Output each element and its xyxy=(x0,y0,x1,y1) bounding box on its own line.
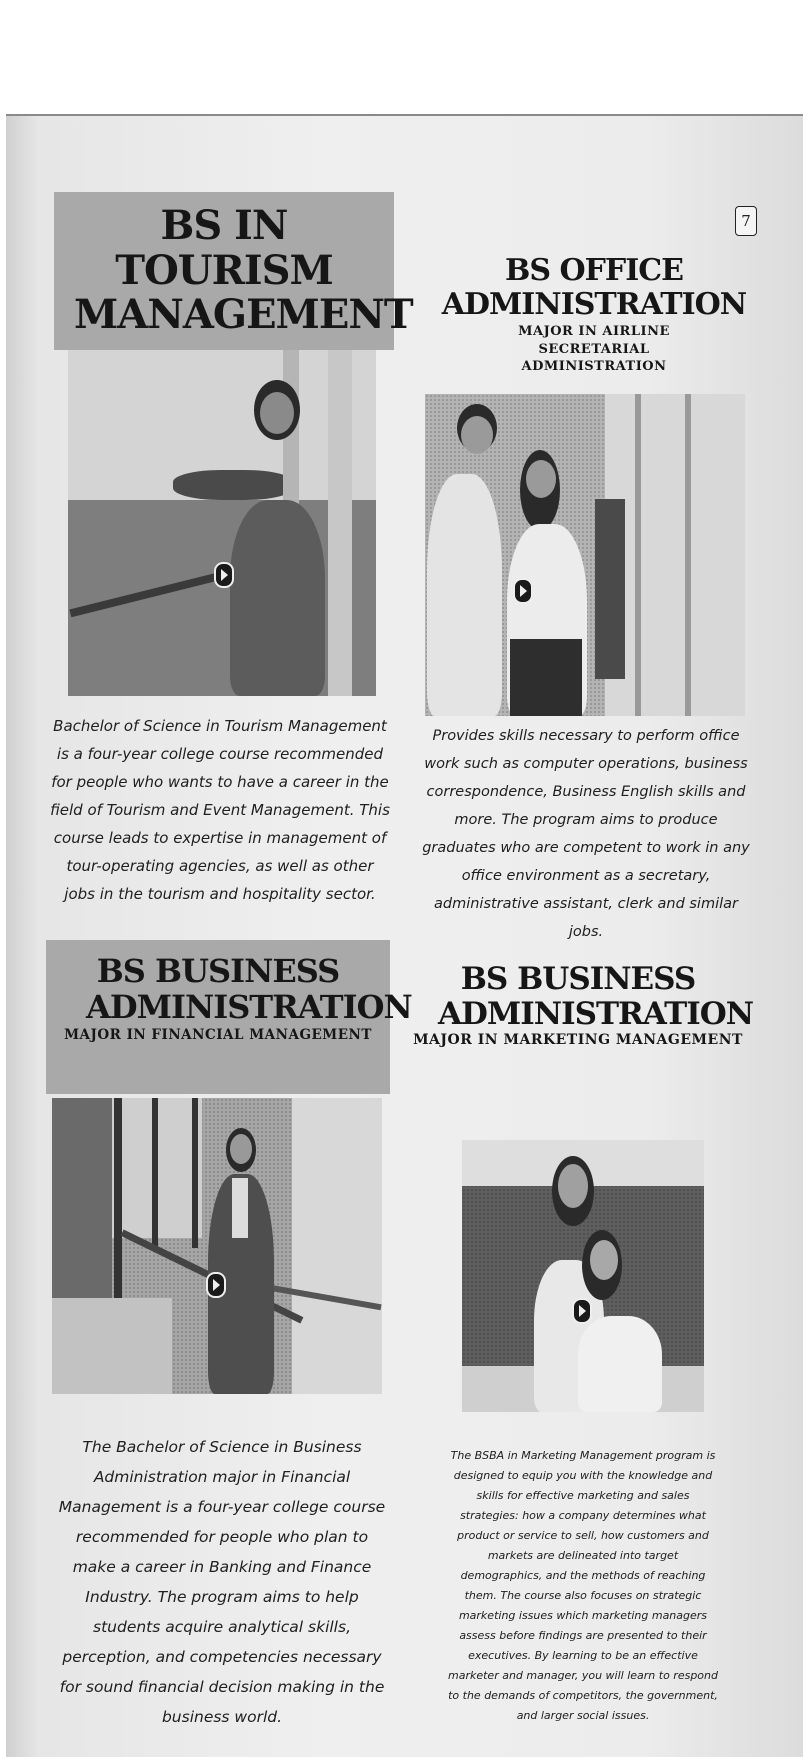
marketing-major: MAJOR IN MARKETING MANAGEMENT xyxy=(413,1032,743,1049)
tourism-title: BS IN TOURISM MANAGEMENT xyxy=(74,201,413,339)
office-admin-photo xyxy=(425,394,745,716)
financial-description: The Bachelor of Science in Business Administration major in Financial Management is a four-year college course recommended for people who plan to make a career in Banking and Finance Industry. The program aims to help students acquire analytical skills, perception, and competencies necessary for sound financial decision making in the business world. xyxy=(58,1438,386,1726)
financial-photo xyxy=(52,1098,382,1394)
financial-title: BS BUSINESS ADMINISTRATION xyxy=(86,952,412,1026)
office-admin-title-block xyxy=(420,254,768,376)
tourism-photo xyxy=(68,350,376,696)
marketing-description: The BSBA in Marketing Management program is designed to equip you with the knowledge and skills for effective marketing and sales strategies: how a company determines what product or service to sell, how customers and markets are delineated into target demographics, and the methods of reaching them. The course also focuses on strategic marketing issues which marketing managers assess before findings are presented to their executives. By learning to be an effective marketer and manager, you will learn to respond to the demands of competitors, the government, and larger social issues. xyxy=(448,1449,718,1722)
tourism-title-banner xyxy=(54,192,413,350)
page-number: 7 xyxy=(735,206,757,236)
tourism-video-play-icon[interactable] xyxy=(214,562,234,588)
tourism-description: Bachelor of Science in Tourism Management is a four-year college course recommended for people who wants to have a career in the field of Tourism and Event Management. This course leads to expertise in management of tour-operating agencies, as well as other jobs in the tourism and hospitality sector. xyxy=(50,717,390,903)
financial-major: MAJOR IN FINANCIAL MANAGEMENT xyxy=(64,1026,372,1043)
office-admin-video-play-icon[interactable] xyxy=(513,578,533,604)
marketing-title-block xyxy=(408,961,754,1050)
office-admin-major: MAJOR IN AIRLINE SECRETARIAL ADMINISTRATION xyxy=(518,324,670,375)
financial-video-play-icon[interactable] xyxy=(206,1272,226,1298)
office-admin-description: Provides skills necessary to perform office work such as computer operations, business correspondence, Business English skills and more. The program aims to produce graduates who are competent to work in any office environment as a secretary, administrative assistant, clerk and similar jobs. xyxy=(422,728,750,940)
marketing-title: BS BUSINESS ADMINISTRATION xyxy=(438,961,754,1032)
financial-title-banner xyxy=(46,940,412,1094)
marketing-photo xyxy=(462,1140,704,1412)
office-admin-title: BS OFFICE ADMINISTRATION xyxy=(441,253,747,322)
marketing-video-play-icon[interactable] xyxy=(572,1298,592,1324)
